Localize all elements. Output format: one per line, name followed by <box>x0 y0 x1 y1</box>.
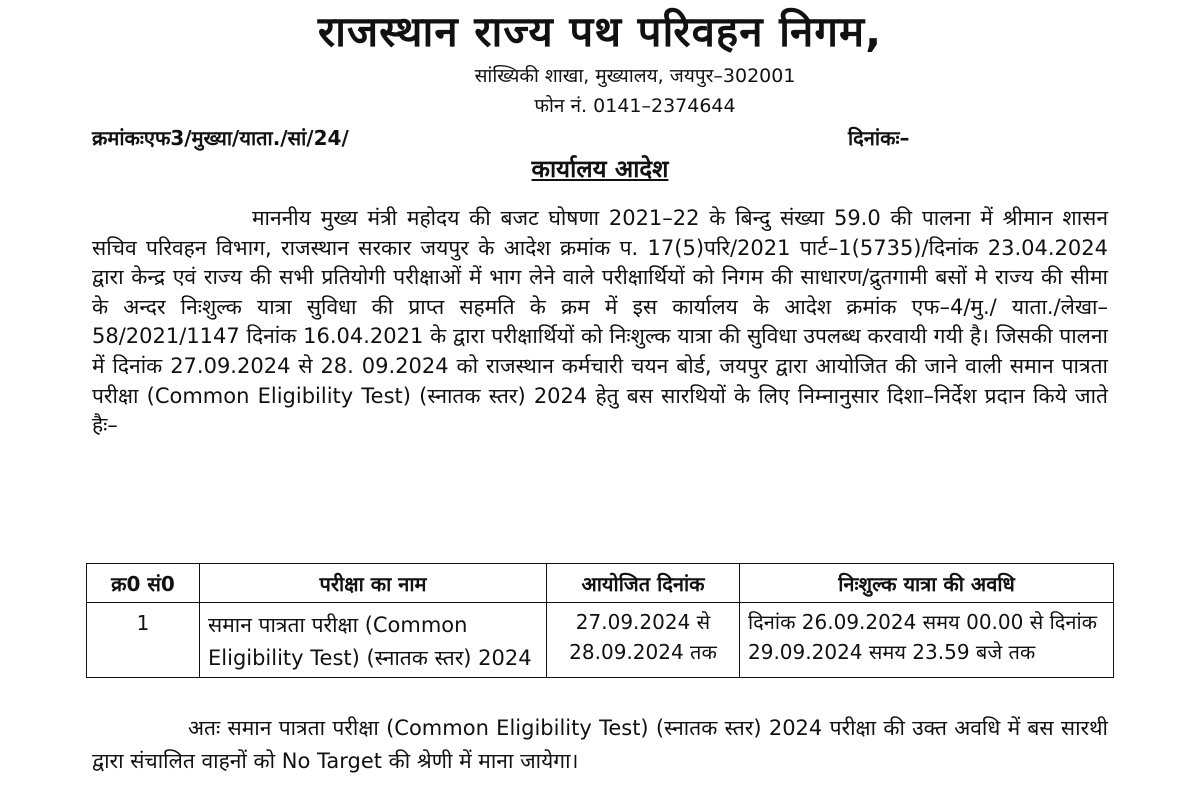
reference-number: क्रमांकःएफ3/मुख्या/याता./सां/24/ <box>92 126 349 150</box>
body-paragraph: माननीय मुख्य मंत्री महोदय की बजट घोषणा 2021–22 के बिन्दु संख्या 59.0 की पालना में श्रीमान शासन सचिव परिवहन विभाग, राजस्थान सरकार जयपुर के आदेश क्रमांक प. 17(5)परि/2021 पार्ट–1(5735)/दिनांक 23.04.2024 द्वारा केन्द्र एवं राज्य की सभी प्रतियोगी परीक्षाओं में भाग लेने वाले परीक्षार्थियों को निगम की साधारण/द्रुतगामी बसों मे राज्य की सीमा के अन्दर निःशुल्क यात्रा सुविधा की प्राप्त सहमति के क्रम में इस कार्यालय के आदेश क्रमांक एफ–4/मु./ याता./लेखा–58/2021/1147 दिनांक 16.04.2021 के द्वारा परीक्षार्थियों को निःशुल्क यात्रा की सुविधा उपलब्ध करवायी गयी है। जिसकी पालना में दिनांक 27.09.2024 से 28. 09.2024 को राजस्थान कर्मचारी चयन बोर्ड, जयपुर द्वारा आयोजित की जाने वाली समान पात्रता परीक्षा (Common Eligibility Test) (स्नातक स्तर) 2024 हेतु बस सारथियों के लिए निम्नानुसार दिशा–निर्देश प्रदान किये जाते हैः– <box>92 206 1108 438</box>
organization-address: सांख्यिकी शाखा, मुख्यालय, जयपुर–302001 <box>474 65 796 87</box>
cell-exam-name: समान पात्रता परीक्षा (Common Eligibility Test) (स्नातक स्तर) 2024 <box>200 603 547 678</box>
header-free-travel-period: निःशुल्क यात्रा की अवधि <box>740 564 1114 603</box>
table-header-row <box>87 564 1114 603</box>
closing-paragraph: अतः समान पात्रता परीक्षा (Common Eligibility Test) (स्नातक स्तर) 2024 परीक्षा की उक्त अवधि में बस सारथी द्वारा संचालित वाहनों को No Target की श्रेणी में माना जायेगा। <box>92 716 1108 773</box>
cell-free-travel-period: दिनांक 26.09.2024 समय 00.00 से दिनांक 29.09.2024 समय 23.59 बजे तक <box>740 603 1114 678</box>
header-serial-number: क्र0 सं0 <box>87 564 200 603</box>
exam-schedule-table <box>86 563 1114 678</box>
order-heading: कार्यालय आदेश <box>531 155 669 183</box>
table-row <box>87 603 1114 678</box>
organization-phone: फोन नं. 0141–2374644 <box>534 95 736 117</box>
header-exam-date: आयोजित दिनांक <box>547 564 740 603</box>
organization-title: राजस्थान राज्य पथ परिवहन निगम, <box>317 7 883 56</box>
cell-serial-number: 1 <box>87 603 200 678</box>
header-exam-name: परीक्षा का नाम <box>200 564 547 603</box>
cell-exam-date: 27.09.2024 से 28.09.2024 तक <box>547 603 740 678</box>
reference-date-label: दिनांकः– <box>848 126 910 150</box>
